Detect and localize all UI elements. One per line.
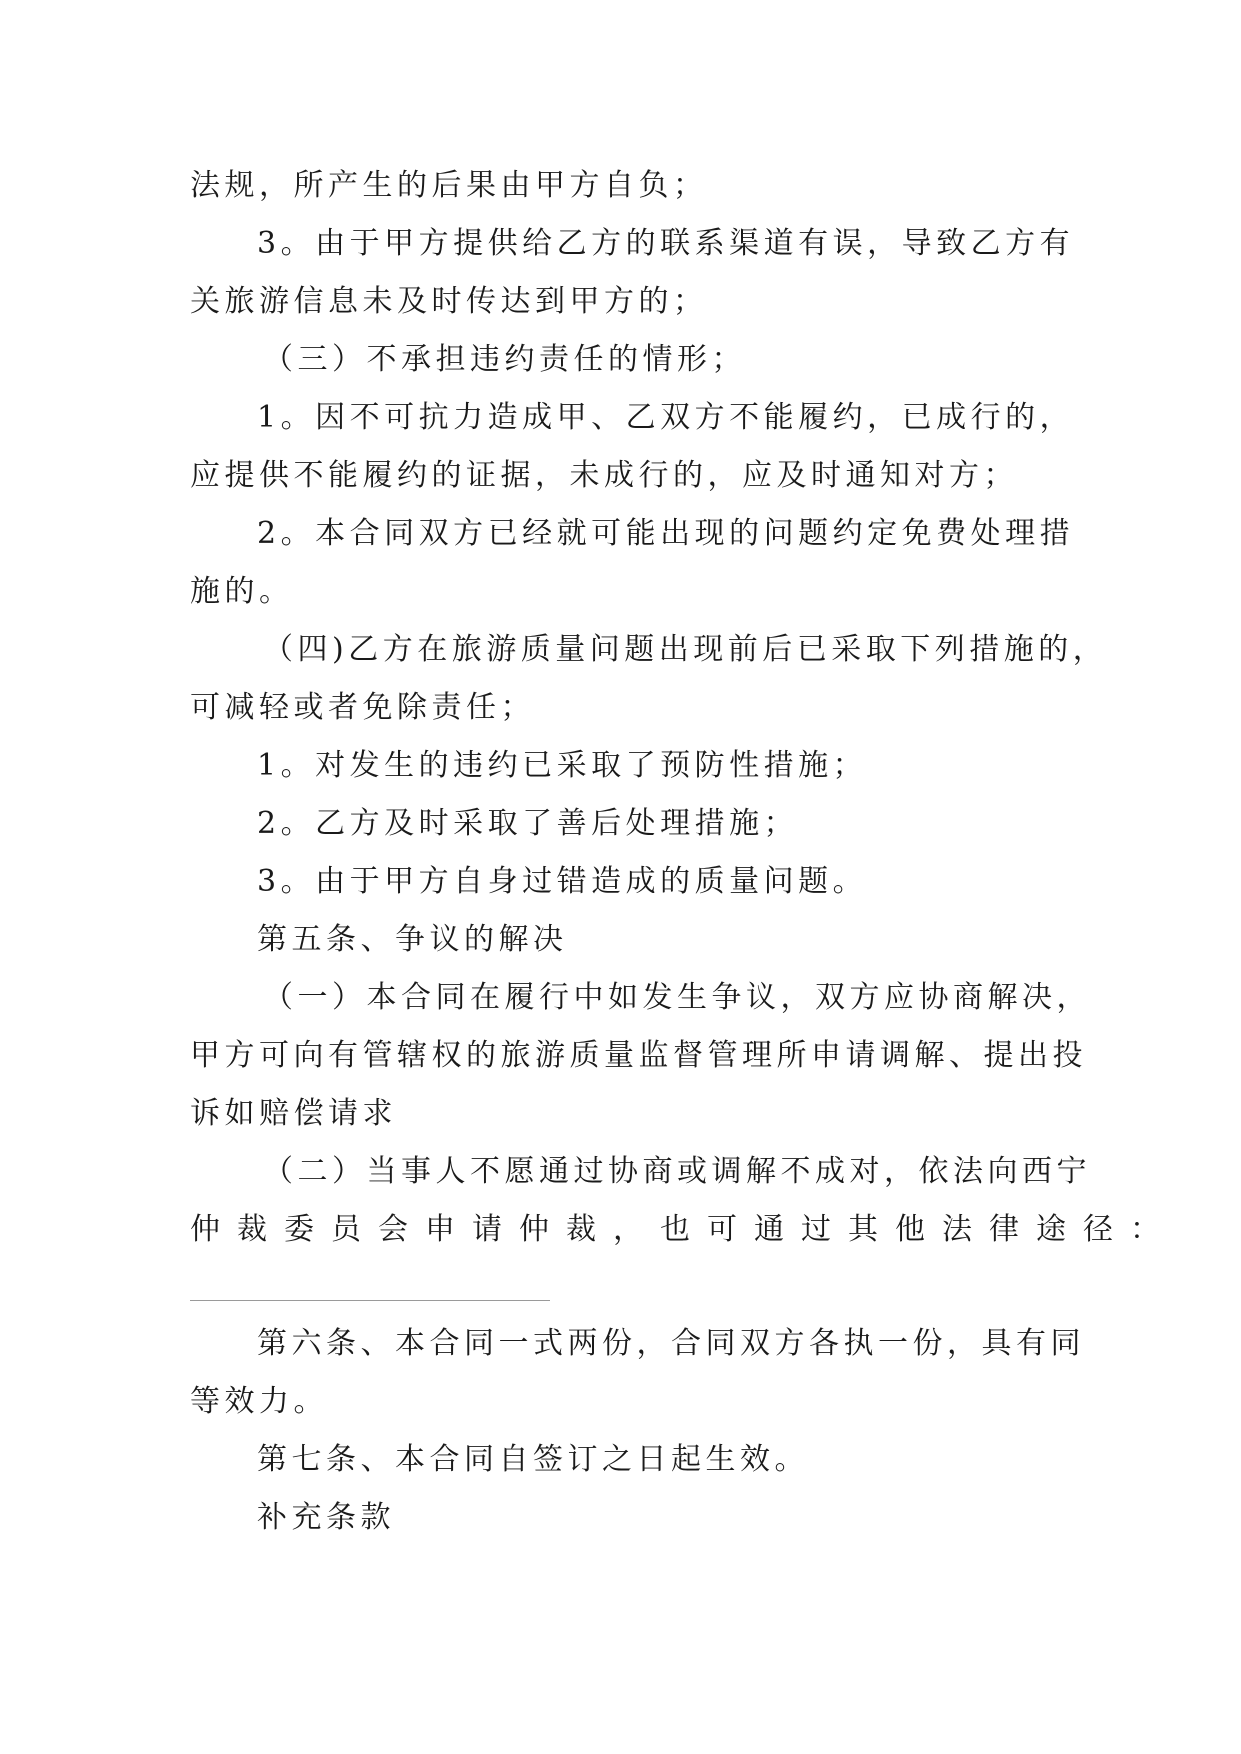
text-line: 2。乙方及时采取了善后处理措施； (257, 806, 799, 841)
text-line: （三）不承担违约责任的情形； (263, 342, 746, 377)
text-line: 等效力。 (190, 1384, 328, 1419)
text-line: 可减轻或者免除责任； (190, 690, 535, 725)
section-heading: 补充条款 (257, 1500, 395, 1535)
text-line: 第六条、本合同一式两份，合同双方各执一份，具有同 (257, 1326, 1085, 1361)
text-line: 2。本合同双方已经就可能出现的问题约定免费处理措 (257, 516, 1075, 551)
text-line: 甲方可向有管辖权的旅游质量监督管理所申请调解、提出投 (190, 1038, 1087, 1073)
text-line: 3。由于甲方提供给乙方的联系渠道有误，导致乙方有 (257, 226, 1075, 261)
text-line: 诉如赔偿请求 (190, 1096, 397, 1131)
text-line: 应提供不能履约的证据，未成行的，应及时通知对方； (190, 458, 1018, 493)
blank-underline (190, 1300, 550, 1301)
text-line: 1。因不可抗力造成甲、乙双方不能履约，已成行的， (257, 400, 1075, 435)
text-line: 1。对发生的违约已采取了预防性措施； (257, 748, 868, 783)
text-line: （四)乙方在旅游质量问题出现前后已采取下列措施的， (263, 632, 1108, 667)
text-line: （一）本合同在履行中如发生争议，双方应协商解决， (263, 980, 1091, 1015)
text-line: 第七条、本合同自签订之日起生效。 (257, 1442, 809, 1477)
text-line: 施的。 (190, 574, 294, 609)
text-line: 仲裁委员会申请仲裁，也可通过其他法律途径： (190, 1212, 1177, 1247)
text-line: 关旅游信息未及时传达到甲方的； (190, 284, 708, 319)
section-heading: 第五条、争议的解决 (257, 922, 568, 957)
text-line: 3。由于甲方自身过错造成的质量问题。 (257, 864, 868, 899)
text-line: 法规，所产生的后果由甲方自负； (190, 168, 708, 203)
text-line: （二）当事人不愿通过协商或调解不成对，依法向西宁 (263, 1154, 1091, 1189)
